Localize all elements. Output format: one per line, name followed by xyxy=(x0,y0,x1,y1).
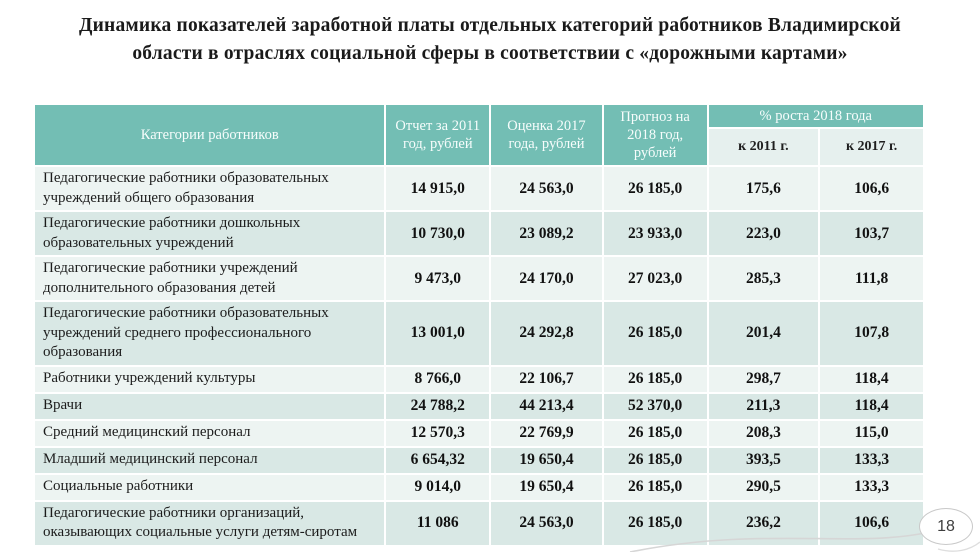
value-cell: 27 023,0 xyxy=(604,257,707,300)
value-cell: 115,0 xyxy=(820,421,923,446)
value-cell: 107,8 xyxy=(820,302,923,365)
value-cell: 26 185,0 xyxy=(604,367,707,392)
category-cell: Средний медицинский персонал xyxy=(35,421,384,446)
col-header-report-2011: Отчет за 2011 год, рублей xyxy=(386,105,489,165)
value-cell: 298,7 xyxy=(709,367,819,392)
value-cell: 22 106,7 xyxy=(491,367,602,392)
table-row xyxy=(35,448,923,473)
value-cell: 10 730,0 xyxy=(386,212,489,255)
value-cell: 44 213,4 xyxy=(491,394,602,419)
value-cell: 393,5 xyxy=(709,448,819,473)
table-row xyxy=(35,212,923,255)
value-cell: 290,5 xyxy=(709,475,819,500)
value-cell: 208,3 xyxy=(709,421,819,446)
sub-header-vs-2017: к 2017 г. xyxy=(820,129,923,165)
value-cell: 19 650,4 xyxy=(491,475,602,500)
table-row xyxy=(35,167,923,210)
table-body xyxy=(35,167,923,545)
category-cell: Младший медицинский персонал xyxy=(35,448,384,473)
category-cell: Педагогические работники образовательных учреждений общего образования xyxy=(35,167,384,210)
value-cell: 26 185,0 xyxy=(604,302,707,365)
col-header-estimate-2017: Оценка 2017 года, рублей xyxy=(491,105,602,165)
category-cell: Педагогические работники организаций, оказывающих социальные услуги детям-сиротам xyxy=(35,502,384,545)
value-cell: 52 370,0 xyxy=(604,394,707,419)
value-cell: 24 170,0 xyxy=(491,257,602,300)
category-cell: Социальные работники xyxy=(35,475,384,500)
category-cell: Педагогические работники дошкольных образовательных учреждений xyxy=(35,212,384,255)
table-header xyxy=(35,105,923,165)
value-cell: 23 933,0 xyxy=(604,212,707,255)
category-cell: Врачи xyxy=(35,394,384,419)
category-cell: Педагогические работники учреждений дополнительного образования детей xyxy=(35,257,384,300)
value-cell: 118,4 xyxy=(820,367,923,392)
page-number-badge xyxy=(919,508,973,545)
slide-title: Динамика показателей заработной платы отдельных категорий работников Владимирской области в отраслях социальной сферы в соответствии с «дорожными картами» xyxy=(78,15,901,64)
header-row-main xyxy=(35,105,923,127)
table-row xyxy=(35,394,923,419)
value-cell: 8 766,0 xyxy=(386,367,489,392)
value-cell: 13 001,0 xyxy=(386,302,489,365)
value-cell: 26 185,0 xyxy=(604,421,707,446)
value-cell: 236,2 xyxy=(709,502,819,545)
value-cell: 22 769,9 xyxy=(491,421,602,446)
value-cell: 24 292,8 xyxy=(491,302,602,365)
salary-table xyxy=(33,103,925,547)
value-cell: 6 654,32 xyxy=(386,448,489,473)
category-cell: Педагогические работники образовательных учреждений среднего профессионального образования xyxy=(35,302,384,365)
sub-header-vs-2011: к 2011 г. xyxy=(709,129,819,165)
table-row xyxy=(35,475,923,500)
value-cell: 9 014,0 xyxy=(386,475,489,500)
col-header-categories: Категории работников xyxy=(35,105,384,165)
table-row xyxy=(35,257,923,300)
value-cell: 24 563,0 xyxy=(491,167,602,210)
value-cell: 14 915,0 xyxy=(386,167,489,210)
value-cell: 106,6 xyxy=(820,502,923,545)
value-cell: 106,6 xyxy=(820,167,923,210)
value-cell: 133,3 xyxy=(820,475,923,500)
table-row xyxy=(35,502,923,545)
value-cell: 223,0 xyxy=(709,212,819,255)
value-cell: 175,6 xyxy=(709,167,819,210)
value-cell: 24 788,2 xyxy=(386,394,489,419)
value-cell: 19 650,4 xyxy=(491,448,602,473)
page-number: 18 xyxy=(937,517,955,535)
table-row xyxy=(35,367,923,392)
value-cell: 24 563,0 xyxy=(491,502,602,545)
value-cell: 201,4 xyxy=(709,302,819,365)
value-cell: 26 185,0 xyxy=(604,475,707,500)
col-header-growth-group: % роста 2018 года xyxy=(709,105,924,127)
value-cell: 23 089,2 xyxy=(491,212,602,255)
value-cell: 12 570,3 xyxy=(386,421,489,446)
table-row xyxy=(35,421,923,446)
value-cell: 111,8 xyxy=(820,257,923,300)
value-cell: 103,7 xyxy=(820,212,923,255)
value-cell: 26 185,0 xyxy=(604,502,707,545)
value-cell: 211,3 xyxy=(709,394,819,419)
category-cell: Работники учреждений культуры xyxy=(35,367,384,392)
col-header-forecast-2018: Прогноз на 2018 год, рублей xyxy=(604,105,707,165)
value-cell: 26 185,0 xyxy=(604,448,707,473)
value-cell: 285,3 xyxy=(709,257,819,300)
value-cell: 11 086 xyxy=(386,502,489,545)
value-cell: 26 185,0 xyxy=(604,167,707,210)
value-cell: 9 473,0 xyxy=(386,257,489,300)
table-row xyxy=(35,302,923,365)
value-cell: 133,3 xyxy=(820,448,923,473)
value-cell: 118,4 xyxy=(820,394,923,419)
